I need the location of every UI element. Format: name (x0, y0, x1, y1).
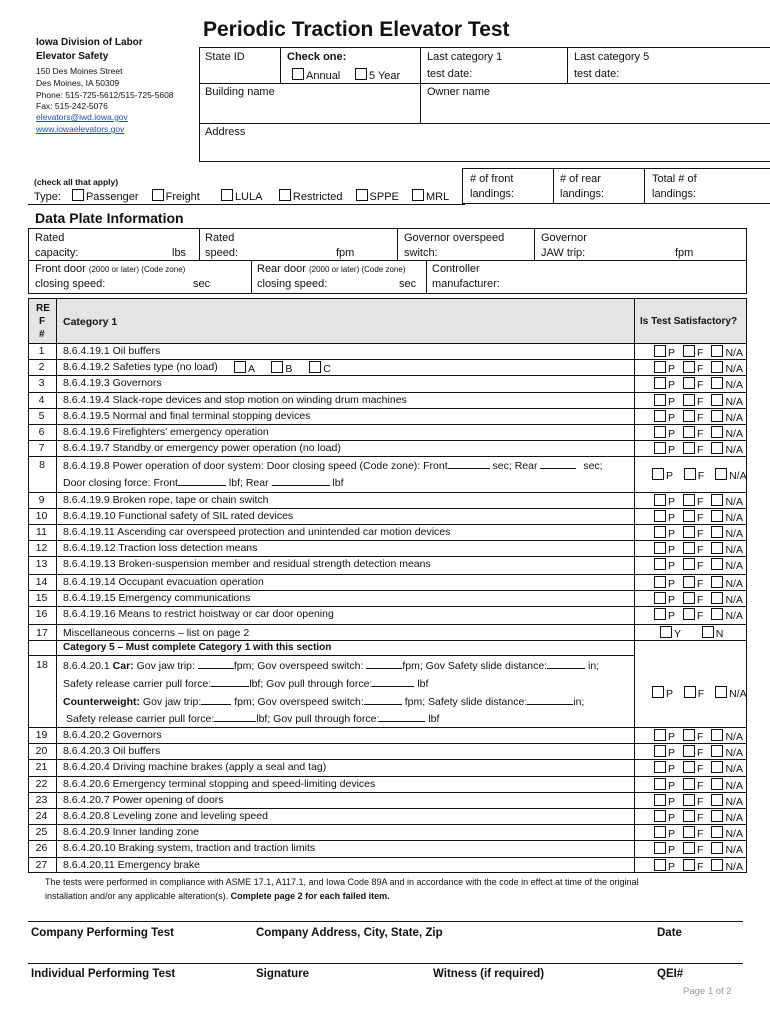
controller-label-1: Controller (432, 263, 480, 275)
safety-type-options: A B C (234, 361, 331, 375)
page-number: Page 1 of 2 (683, 986, 732, 997)
signature-label: Signature (256, 968, 310, 980)
row-8-num: 8 (39, 459, 45, 471)
p-checkbox[interactable] (654, 542, 666, 554)
p-checkbox[interactable] (654, 576, 666, 588)
safety-type-c-checkbox[interactable] (309, 361, 321, 373)
row-description: 8.6.4.19.14 Occupant evacuation operation (63, 576, 264, 588)
row-result: P F N/A (652, 394, 743, 408)
row-result: P F N/A (652, 558, 743, 572)
row-description: 8.6.4.20.8 Leveling zone and leveling speed (63, 810, 268, 822)
row-18-p-checkbox[interactable] (652, 686, 664, 698)
rated-capacity-label-2: capacity: (35, 247, 79, 259)
org-name: Iowa Division of Labor (36, 37, 143, 48)
rear-door-label: Rear door (2000 or later) (Code zone) (257, 263, 406, 275)
row-result: P F N/A (652, 778, 743, 792)
f-checkbox[interactable] (683, 394, 695, 406)
row-result: P F N/A (652, 729, 743, 743)
f-checkbox[interactable] (683, 810, 695, 822)
row-result: P F N/A (652, 542, 743, 556)
total-landings-label-1: Total # of (652, 173, 697, 185)
satisfactory-header: Is Test Satisfactory? (640, 316, 738, 327)
org-email-link[interactable]: elevators@iwd.iowa.gov (36, 112, 128, 122)
na-checkbox[interactable] (711, 510, 723, 522)
row-description: 8.6.4.20.7 Power opening of doors (63, 793, 224, 806)
p-checkbox[interactable] (654, 842, 666, 854)
p-checkbox[interactable] (654, 377, 666, 389)
row-result: P F N/A (652, 377, 743, 391)
table-row (28, 776, 747, 792)
controller-label-2: manufacturer: (432, 278, 500, 290)
table-row (28, 792, 747, 808)
category-5-header: Category 5 – Must complete Category 1 with this section (63, 642, 332, 653)
table-row (28, 375, 747, 391)
na-checkbox[interactable] (711, 377, 723, 389)
gov-overspeed-label-1: Governor overspeed (404, 232, 505, 244)
table-row (28, 440, 747, 456)
table-row (28, 556, 747, 574)
p-checkbox[interactable] (654, 361, 666, 373)
f-checkbox[interactable] (683, 745, 695, 757)
category-1-header: Category 1 (63, 316, 118, 328)
na-checkbox[interactable] (711, 345, 723, 357)
org-website-link[interactable]: www.iowaelevators.gov (36, 124, 125, 134)
na-checkbox[interactable] (711, 608, 723, 620)
individual-performing-label: Individual Performing Test (31, 968, 176, 980)
f-checkbox[interactable] (683, 410, 695, 422)
na-checkbox[interactable] (711, 442, 723, 454)
table-row (28, 759, 747, 775)
last-cat1-label: Last category 1 (427, 51, 503, 63)
row-description: 8.6.4.20.10 Braking system, traction and traction limits (63, 842, 316, 855)
row-17-num: 17 (36, 627, 48, 639)
row-description: 8.6.4.19.2 Safeties type (no load) (63, 361, 218, 374)
row-description: 8.6.4.19.9 Broken rope, tape or chain switch (63, 494, 269, 506)
row-result: P F N/A (652, 842, 743, 856)
annual-option[interactable]: Annual (292, 68, 340, 82)
row-number: 9 (38, 494, 45, 506)
p-checkbox[interactable] (654, 394, 666, 406)
rear-closing-speed-label: closing speed: (257, 278, 328, 290)
check-all-note: (check all that apply) (34, 177, 119, 187)
row-number: 19 (35, 729, 48, 741)
na-checkbox[interactable] (711, 576, 723, 588)
f-checkbox[interactable] (683, 826, 695, 838)
table-row (28, 824, 747, 840)
f-checkbox[interactable] (683, 608, 695, 620)
row-number: 4 (38, 393, 45, 406)
row-description: 8.6.4.19.15 Emergency communications (63, 592, 251, 604)
row-number: 11 (36, 526, 47, 538)
row-17-n-checkbox[interactable] (702, 626, 714, 638)
row-result: P F N/A (652, 794, 743, 808)
p-checkbox[interactable] (654, 859, 666, 871)
compliance-line-1: The tests were performed in compliance with ASME 17.1, A117.1, and Iowa Code 89A and in accordance with the code in effect at time of the original (45, 877, 639, 887)
na-checkbox[interactable] (711, 794, 723, 806)
row-number: 14 (35, 576, 48, 588)
f-checkbox[interactable] (683, 526, 695, 538)
table-row (28, 408, 747, 424)
table-row (28, 840, 747, 856)
f-checkbox[interactable] (683, 377, 695, 389)
sppe-checkbox[interactable] (356, 189, 368, 201)
row-number: 22 (35, 777, 48, 790)
fpm-unit-2: fpm (675, 247, 694, 259)
p-checkbox[interactable] (654, 592, 666, 604)
table-row (28, 359, 747, 375)
row-number: 25 (35, 826, 48, 839)
row-description: 8.6.4.20.11 Emergency brake (63, 858, 200, 871)
gov-jaw-label-1: Governor (541, 232, 587, 244)
row-description: 8.6.4.19.16 Means to restrict hoistway or car door opening (63, 608, 334, 620)
row-8-line-2: Door closing force: Front lbf; Rear lbf (63, 477, 344, 489)
table-row (28, 524, 747, 540)
row-number: 23 (35, 793, 48, 806)
f-checkbox[interactable] (683, 778, 695, 790)
row-number: 1 (38, 345, 45, 357)
na-checkbox[interactable] (711, 778, 723, 790)
f-checkbox[interactable] (683, 794, 695, 806)
company-address-label: Company Address, City, State, Zip (256, 927, 443, 939)
p-checkbox[interactable] (654, 426, 666, 438)
row-result: P F N/A (652, 442, 743, 456)
rated-capacity-label-1: Rated (35, 232, 65, 244)
row-number: 12 (35, 542, 48, 554)
row-result: P F N/A (652, 608, 743, 622)
p-checkbox[interactable] (654, 410, 666, 422)
p-checkbox[interactable] (654, 558, 666, 570)
data-plate-heading: Data Plate Information (35, 210, 184, 226)
na-checkbox[interactable] (711, 761, 723, 773)
f-checkbox[interactable] (683, 442, 695, 454)
restricted-checkbox[interactable] (279, 189, 291, 201)
data-plate-box (28, 228, 747, 294)
last-cat5-label: Last category 5 (574, 51, 650, 63)
row-17-result: Y N (660, 626, 723, 640)
na-checkbox[interactable] (711, 859, 723, 871)
p-checkbox[interactable] (654, 345, 666, 357)
na-checkbox[interactable] (711, 842, 723, 854)
row-description: 8.6.4.20.4 Driving machine brakes (apply a seal and tag) (63, 761, 327, 774)
p-checkbox[interactable] (654, 745, 666, 757)
check-one-label: Check one: (287, 51, 347, 63)
table-row (28, 590, 747, 606)
row-18-line-3: Counterweight: Gov jaw trip: fpm; Gov overspeed switch: fpm; Safety slide distance: in; (63, 696, 585, 708)
row-description: 8.6.4.20.9 Inner landing zone (63, 826, 200, 839)
p-checkbox[interactable] (654, 794, 666, 806)
freight-checkbox[interactable] (152, 189, 164, 201)
row-description: 8.6.4.20.2 Governors (63, 729, 162, 741)
compliance-line-2: installation and/or any applicable alteration(s). Complete page 2 for each failed item. (45, 891, 390, 901)
row-description: 8.6.4.19.1 Oil buffers (63, 345, 161, 357)
org-address2: Des Moines, IA 50309 (36, 78, 120, 88)
lbs-unit: lbs (172, 247, 187, 259)
row-8-result: P F N/A (652, 468, 747, 482)
row-result: P F N/A (652, 761, 743, 775)
na-checkbox[interactable] (711, 558, 723, 570)
f-checkbox[interactable] (683, 510, 695, 522)
row-18-line-1: 8.6.4.20.1 Car: Gov jaw trip: fpm; Gov overspeed switch: fpm; Gov Safety slide distance: in; (63, 660, 600, 672)
row-number: 13 (35, 558, 48, 570)
rear-landings-label-1: # of rear (560, 173, 601, 185)
rear-landings-label-2: landings: (560, 188, 605, 200)
f-checkbox[interactable] (683, 761, 695, 773)
front-closing-speed-label: closing speed: (35, 278, 106, 290)
owner-name-field[interactable]: Owner name (427, 86, 490, 98)
row-description: 8.6.4.19.6 Firefighters' emergency operation (63, 426, 269, 438)
row-result: P F N/A (652, 345, 743, 359)
table-row (28, 343, 747, 359)
table-row (28, 606, 747, 624)
table-row (28, 492, 747, 508)
ref-header-1: RE (36, 303, 50, 314)
row-8-na-checkbox[interactable] (715, 468, 727, 480)
p-checkbox[interactable] (654, 729, 666, 741)
row-number: 21 (35, 761, 48, 774)
p-checkbox[interactable] (654, 778, 666, 790)
ref-header-3: # (39, 329, 45, 340)
row-8-line-1: 8.6.4.19.8 Power operation of door system: Door closing speed (Code zone): Front sec; Rear sec; (63, 460, 603, 472)
f-checkbox[interactable] (683, 361, 695, 373)
ref-header-2: F (39, 316, 46, 327)
row-result: P F N/A (652, 745, 743, 759)
na-checkbox[interactable] (711, 361, 723, 373)
p-checkbox[interactable] (654, 810, 666, 822)
front-landings-label-1: # of front (470, 173, 514, 185)
f-checkbox[interactable] (683, 558, 695, 570)
f-checkbox[interactable] (683, 426, 695, 438)
row-description: 8.6.4.20.3 Oil buffers (63, 745, 161, 758)
row-number: 16 (35, 608, 48, 620)
f-checkbox[interactable] (683, 729, 695, 741)
p-checkbox[interactable] (654, 761, 666, 773)
row-number: 27 (35, 858, 48, 871)
row-result: P F N/A (652, 410, 743, 424)
f-checkbox[interactable] (683, 542, 695, 554)
row-result: P F N/A (652, 859, 743, 873)
na-checkbox[interactable] (711, 494, 723, 506)
row-number: 3 (38, 377, 45, 390)
row-result: P F N/A (652, 510, 743, 524)
top-form-box (199, 47, 770, 162)
p-checkbox[interactable] (654, 608, 666, 620)
row-number: 5 (38, 409, 45, 422)
row-result: P F N/A (652, 426, 743, 440)
na-checkbox[interactable] (711, 426, 723, 438)
type-row: Type: Passenger Freight LULA Restricted SPPE MRL (34, 191, 450, 203)
row-17-text: Miscellaneous concerns – list on page 2 (63, 627, 250, 639)
p-checkbox[interactable] (654, 826, 666, 838)
row-description: 8.6.4.19.7 Standby or emergency power operation (no load) (63, 442, 341, 455)
na-checkbox[interactable] (711, 542, 723, 554)
table-row (28, 424, 747, 440)
last-cat5-date-label: test date: (574, 68, 620, 80)
safety-type-b-checkbox[interactable] (271, 361, 283, 373)
row-result: P F N/A (652, 826, 743, 840)
row-number: 24 (35, 810, 48, 822)
row-17-y-checkbox[interactable] (660, 626, 672, 638)
row-number: 26 (35, 842, 48, 855)
row-18-f-checkbox[interactable] (684, 686, 696, 698)
row-description: 8.6.4.19.12 Traction loss detection means (63, 542, 258, 554)
safety-type-a-checkbox[interactable] (234, 361, 246, 373)
row-number: 6 (38, 426, 45, 438)
table-row (28, 808, 747, 824)
row-result: P F N/A (652, 592, 743, 606)
na-checkbox[interactable] (711, 410, 723, 422)
f-checkbox[interactable] (683, 592, 695, 604)
row-description: 8.6.4.19.13 Broken-suspension member and residual strength detection means (63, 558, 431, 570)
front-landings-label-2: landings: (470, 188, 515, 200)
five-year-option[interactable]: 5 Year (355, 68, 400, 82)
na-checkbox[interactable] (711, 826, 723, 838)
row-number: 2 (38, 361, 45, 374)
annual-checkbox[interactable] (292, 68, 304, 80)
building-name-field[interactable]: Building name (205, 86, 275, 98)
table-row (28, 540, 747, 556)
row-18-num: 18 (36, 659, 48, 671)
row-number: 15 (35, 592, 48, 604)
row-result: P F N/A (652, 810, 743, 824)
row-description: 8.6.4.19.11 Ascending car overspeed protection and unintended car motion devices (63, 526, 451, 538)
gov-overspeed-label-2: switch: (404, 247, 438, 259)
row-18-line-4: Safety release carrier pull force: lbf; Gov pull through force: lbf (66, 713, 440, 725)
row-description: 8.6.4.19.5 Normal and final terminal stopping devices (63, 409, 311, 422)
row-8-f-checkbox[interactable] (684, 468, 696, 480)
p-checkbox[interactable] (654, 510, 666, 522)
gov-jaw-label-2: JAW trip: (541, 247, 586, 259)
na-checkbox[interactable] (711, 592, 723, 604)
front-door-label: Front door (2000 or later) (Code zone) (35, 263, 186, 275)
fpm-unit: fpm (336, 247, 355, 259)
org-fax: Fax: 515-242-5076 (36, 101, 108, 111)
row-description: 8.6.4.19.10 Functional safety of SIL rated devices (63, 510, 294, 522)
row-18-line-2: Safety release carrier pull force: lbf; Gov pull through force: lbf (63, 678, 429, 690)
qei-label: QEI# (657, 968, 684, 980)
five-year-checkbox[interactable] (355, 68, 367, 80)
address-field[interactable]: Address (205, 126, 246, 138)
org-address1: 150 Des Moines Street (36, 66, 123, 76)
table-row (28, 574, 747, 590)
sec-unit: sec (193, 278, 211, 290)
company-performing-label: Company Performing Test (31, 927, 174, 939)
p-checkbox[interactable] (654, 526, 666, 538)
rated-speed-label-2: speed: (205, 247, 239, 259)
row-description: 8.6.4.19.3 Governors (63, 377, 162, 390)
table-row (28, 392, 747, 408)
na-checkbox[interactable] (711, 729, 723, 741)
row-result: P F N/A (652, 576, 743, 590)
na-checkbox[interactable] (711, 810, 723, 822)
f-checkbox[interactable] (683, 842, 695, 854)
na-checkbox[interactable] (711, 745, 723, 757)
p-checkbox[interactable] (654, 494, 666, 506)
row-number: 20 (35, 745, 48, 758)
mrl-checkbox[interactable] (412, 189, 424, 201)
passenger-checkbox[interactable] (72, 189, 84, 201)
lula-checkbox[interactable] (221, 189, 233, 201)
table-row (28, 727, 747, 743)
row-18-na-checkbox[interactable] (715, 686, 727, 698)
p-checkbox[interactable] (654, 442, 666, 454)
date-label: Date (657, 927, 682, 939)
row-result: P F N/A (652, 526, 743, 540)
na-checkbox[interactable] (711, 394, 723, 406)
org-sub: Elevator Safety (36, 51, 109, 62)
state-id-label: State ID (205, 51, 245, 63)
row-description: 8.6.4.20.6 Emergency terminal stopping and speed-limiting devices (63, 777, 376, 790)
row-description: 8.6.4.19.4 Slack-rope devices and stop motion on winding drum machines (63, 393, 407, 406)
org-phone: Phone: 515-725-5612/515-725-5608 (36, 90, 174, 100)
row-result: P F N/A (652, 494, 743, 508)
f-checkbox[interactable] (683, 859, 695, 871)
witness-label: Witness (if required) (433, 968, 545, 980)
total-landings-label-2: landings: (652, 188, 697, 200)
row-number: 10 (35, 510, 48, 522)
table-row (28, 743, 747, 759)
last-cat1-date-label: test date: (427, 68, 473, 80)
rated-speed-label-1: Rated (205, 232, 235, 244)
row-result: P F N/A (652, 361, 743, 375)
f-checkbox[interactable] (683, 494, 695, 506)
table-row (28, 857, 747, 873)
form-title: Periodic Traction Elevator Test (203, 18, 510, 41)
f-checkbox[interactable] (683, 576, 695, 588)
f-checkbox[interactable] (683, 345, 695, 357)
row-8-p-checkbox[interactable] (652, 468, 664, 480)
na-checkbox[interactable] (711, 526, 723, 538)
sec-unit-2: sec (399, 278, 417, 290)
table-row (28, 508, 747, 524)
row-number: 7 (38, 442, 45, 455)
row-18-result: P F N/A (652, 686, 747, 700)
table-header-shading (29, 299, 746, 343)
